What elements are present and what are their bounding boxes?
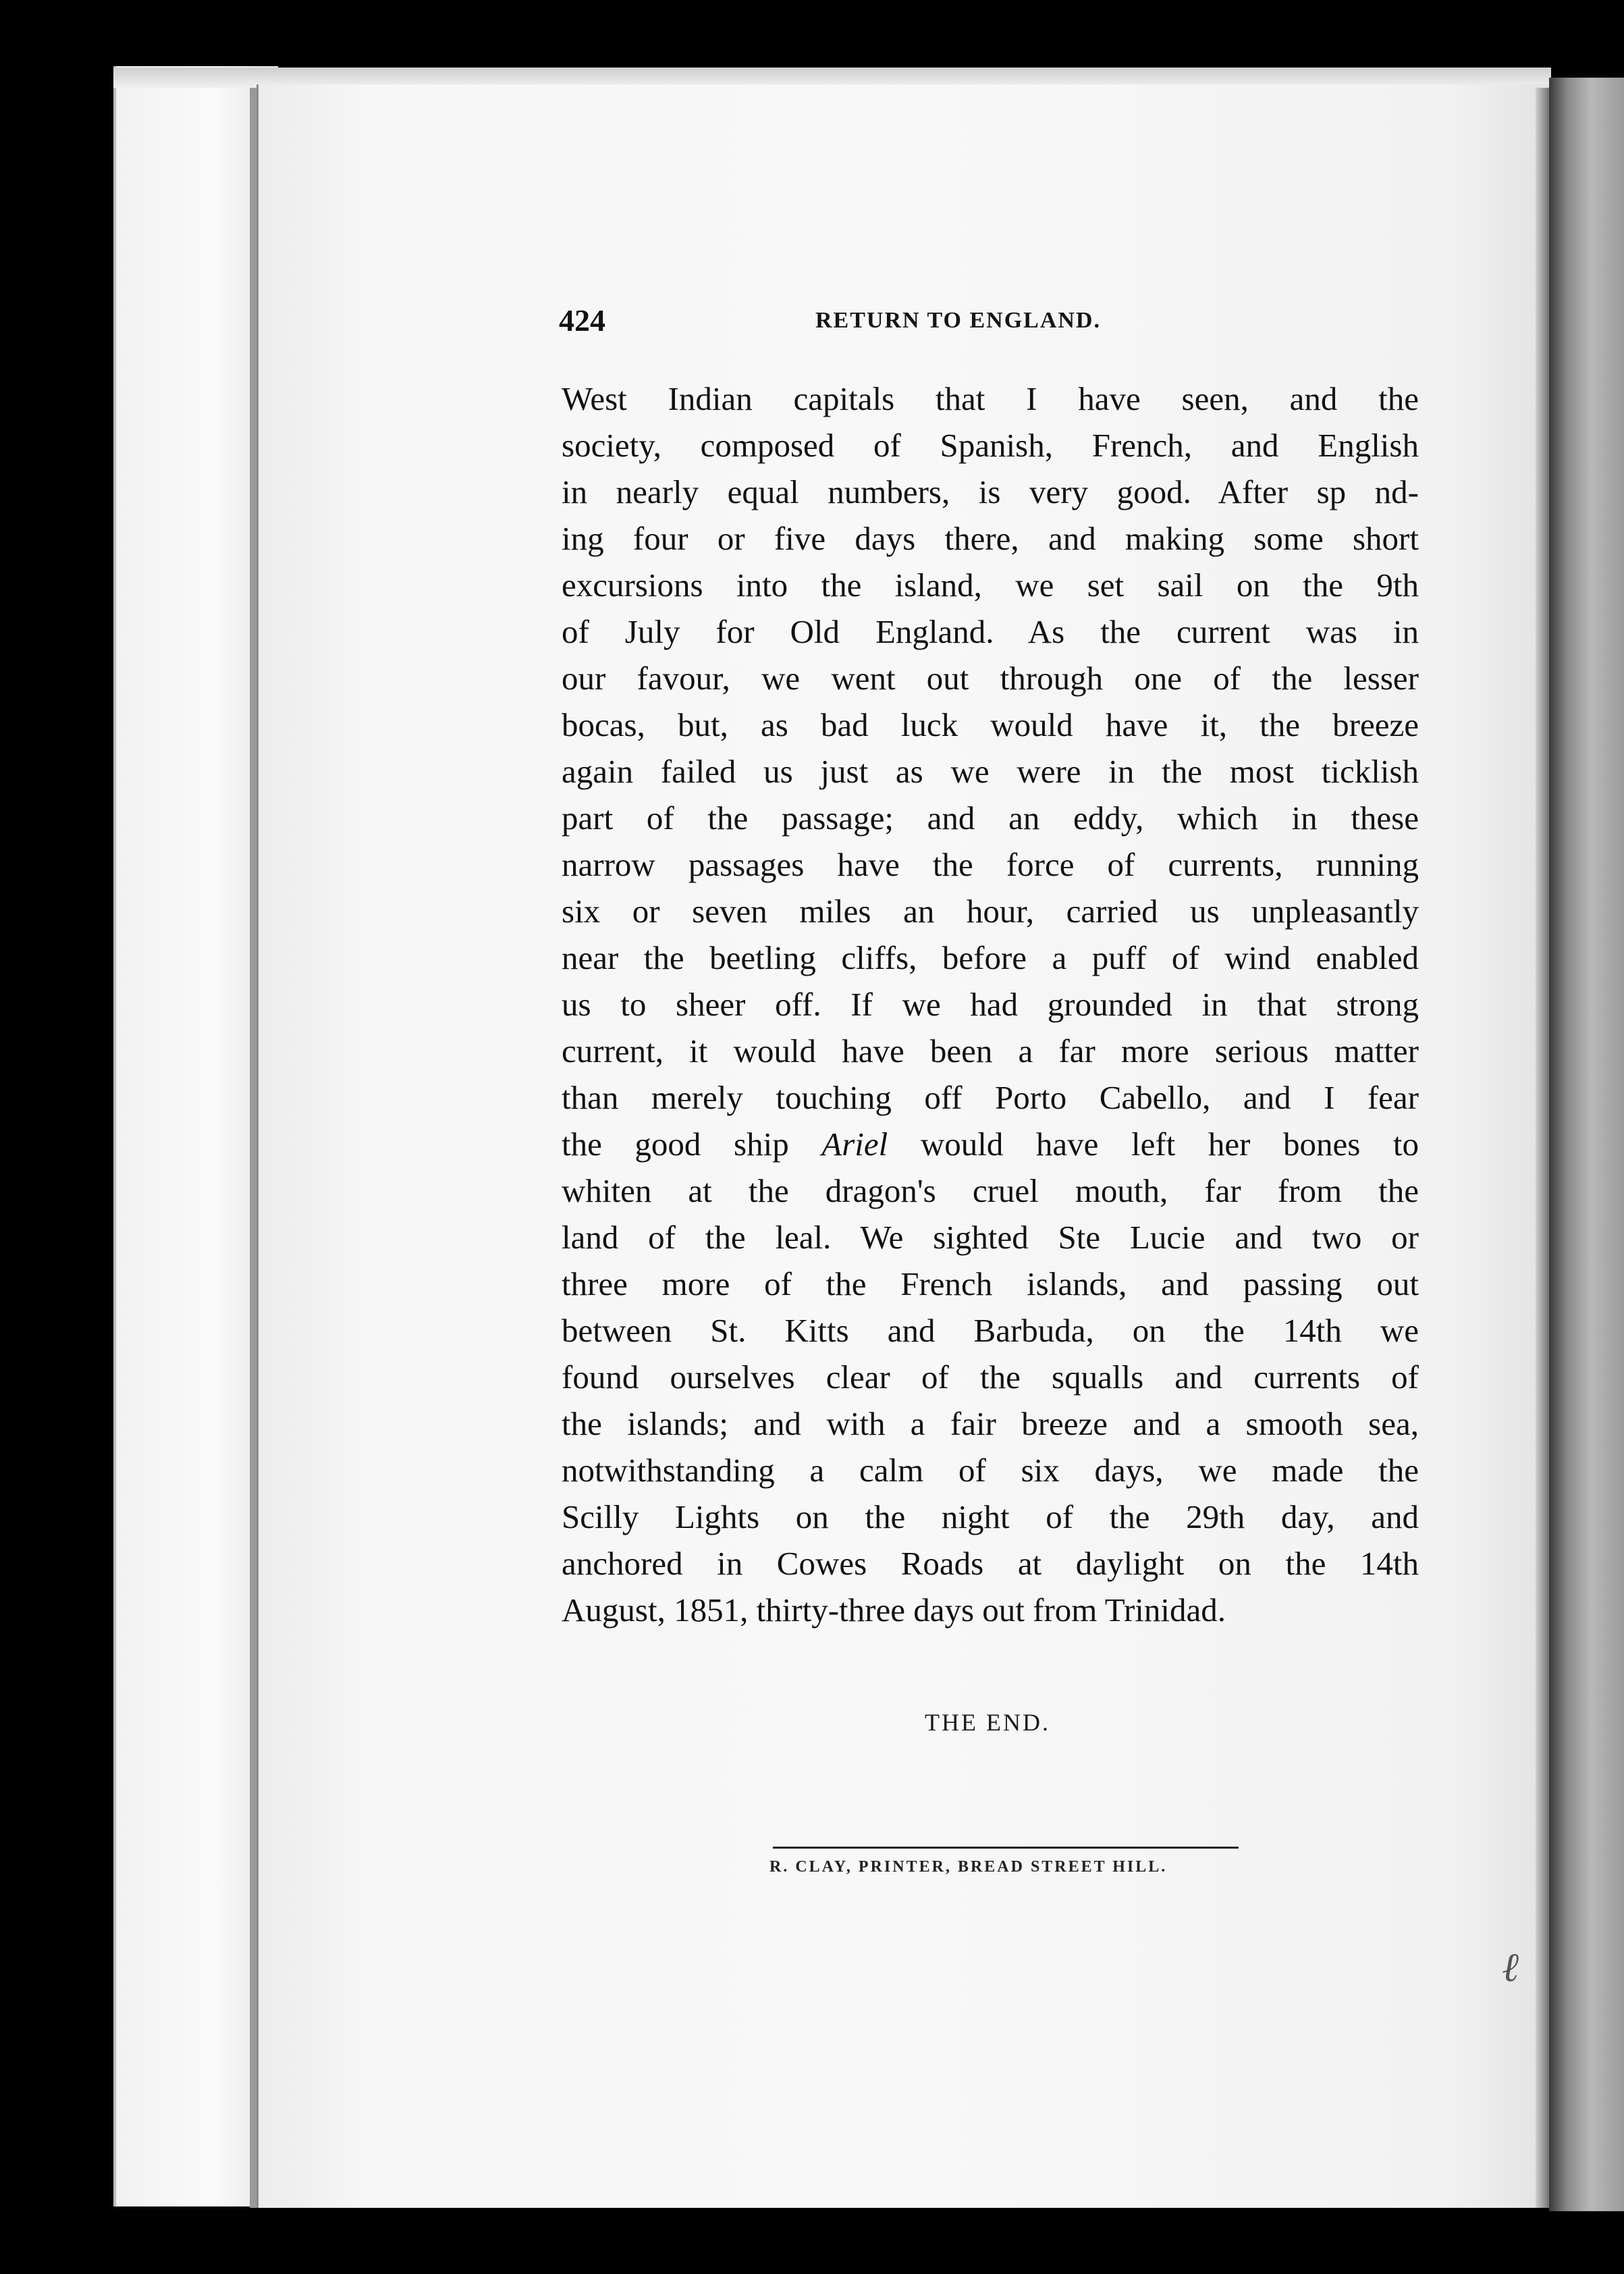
running-header: [559, 302, 1416, 350]
page-number: 424: [559, 303, 605, 338]
text-line: anchored in Cowes Roads at daylight on the 14th: [562, 1545, 1419, 1582]
text-line: the good ship Ariel would have left her bones to: [562, 1126, 1419, 1163]
text-line: three more of the French islands, and passing out: [562, 1265, 1419, 1302]
text-line: the islands; and with a fair breeze and a smooth sea,: [562, 1405, 1419, 1442]
text-line: than merely touching off Porto Cabello, and I fear: [562, 1079, 1419, 1116]
text-line: ing four or five days there, and making some short: [562, 520, 1419, 557]
text-line: current, it would have been a far more serious matter: [562, 1032, 1419, 1069]
text-line-last: August, 1851, thirty-three days out from Trinidad.: [562, 1591, 1226, 1629]
text-line: our favour, we went out through one of the lesser: [562, 660, 1419, 697]
the-end-label: THE END.: [925, 1709, 1050, 1736]
text-line: between St. Kitts and Barbuda, on the 14th we: [562, 1312, 1419, 1349]
text-line: society, composed of Spanish, French, and English: [562, 427, 1419, 464]
text-line: Scilly Lights on the night of the 29th day, and: [562, 1498, 1419, 1535]
text-line: us to sheer off. If we had grounded in that strong: [562, 986, 1419, 1023]
text-line: of July for Old England. As the current was in: [562, 613, 1419, 650]
text-line: near the beetling cliffs, before a puff of wind enabled: [562, 939, 1419, 976]
text-line: found ourselves clear of the squalls and currents of: [562, 1358, 1419, 1396]
page-block-edge: [1549, 78, 1624, 2211]
ship-name: Ariel: [821, 1126, 888, 1163]
printer-imprint: R. CLAY, PRINTER, BREAD STREET HILL.: [769, 1858, 1168, 1876]
text-line: bocas, but, as bad luck would have it, the breeze: [562, 706, 1419, 743]
text-line: notwithstanding a calm of six days, we made the: [562, 1452, 1419, 1489]
text-line: part of the passage; and an eddy, which in these: [562, 799, 1419, 837]
text-line: excursions into the island, we set sail on the 9th: [562, 566, 1419, 604]
pencil-mark-icon: ℓ: [1502, 1945, 1519, 1990]
text-line: land of the leal. We sighted Ste Lucie and two or: [562, 1219, 1419, 1256]
printer-rule-divider: [773, 1847, 1239, 1849]
body-text: [562, 375, 1419, 1633]
text-line: narrow passages have the force of currents, running: [562, 846, 1419, 883]
cover-hinge: [250, 88, 256, 2208]
text-line: in nearly equal numbers, is very good. After sp nd-: [562, 473, 1419, 510]
text-line: again failed us just as we were in the most ticklish: [562, 753, 1419, 790]
page-gutter: [1536, 88, 1550, 2208]
text-line: whiten at the dragon's cruel mouth, far from the: [562, 1172, 1419, 1209]
text-line: six or seven miles an hour, carried us unpleasantly: [562, 893, 1419, 930]
text-line: West Indian capitals that I have seen, and the: [562, 380, 1419, 417]
running-title: RETURN TO ENGLAND.: [815, 308, 1101, 333]
